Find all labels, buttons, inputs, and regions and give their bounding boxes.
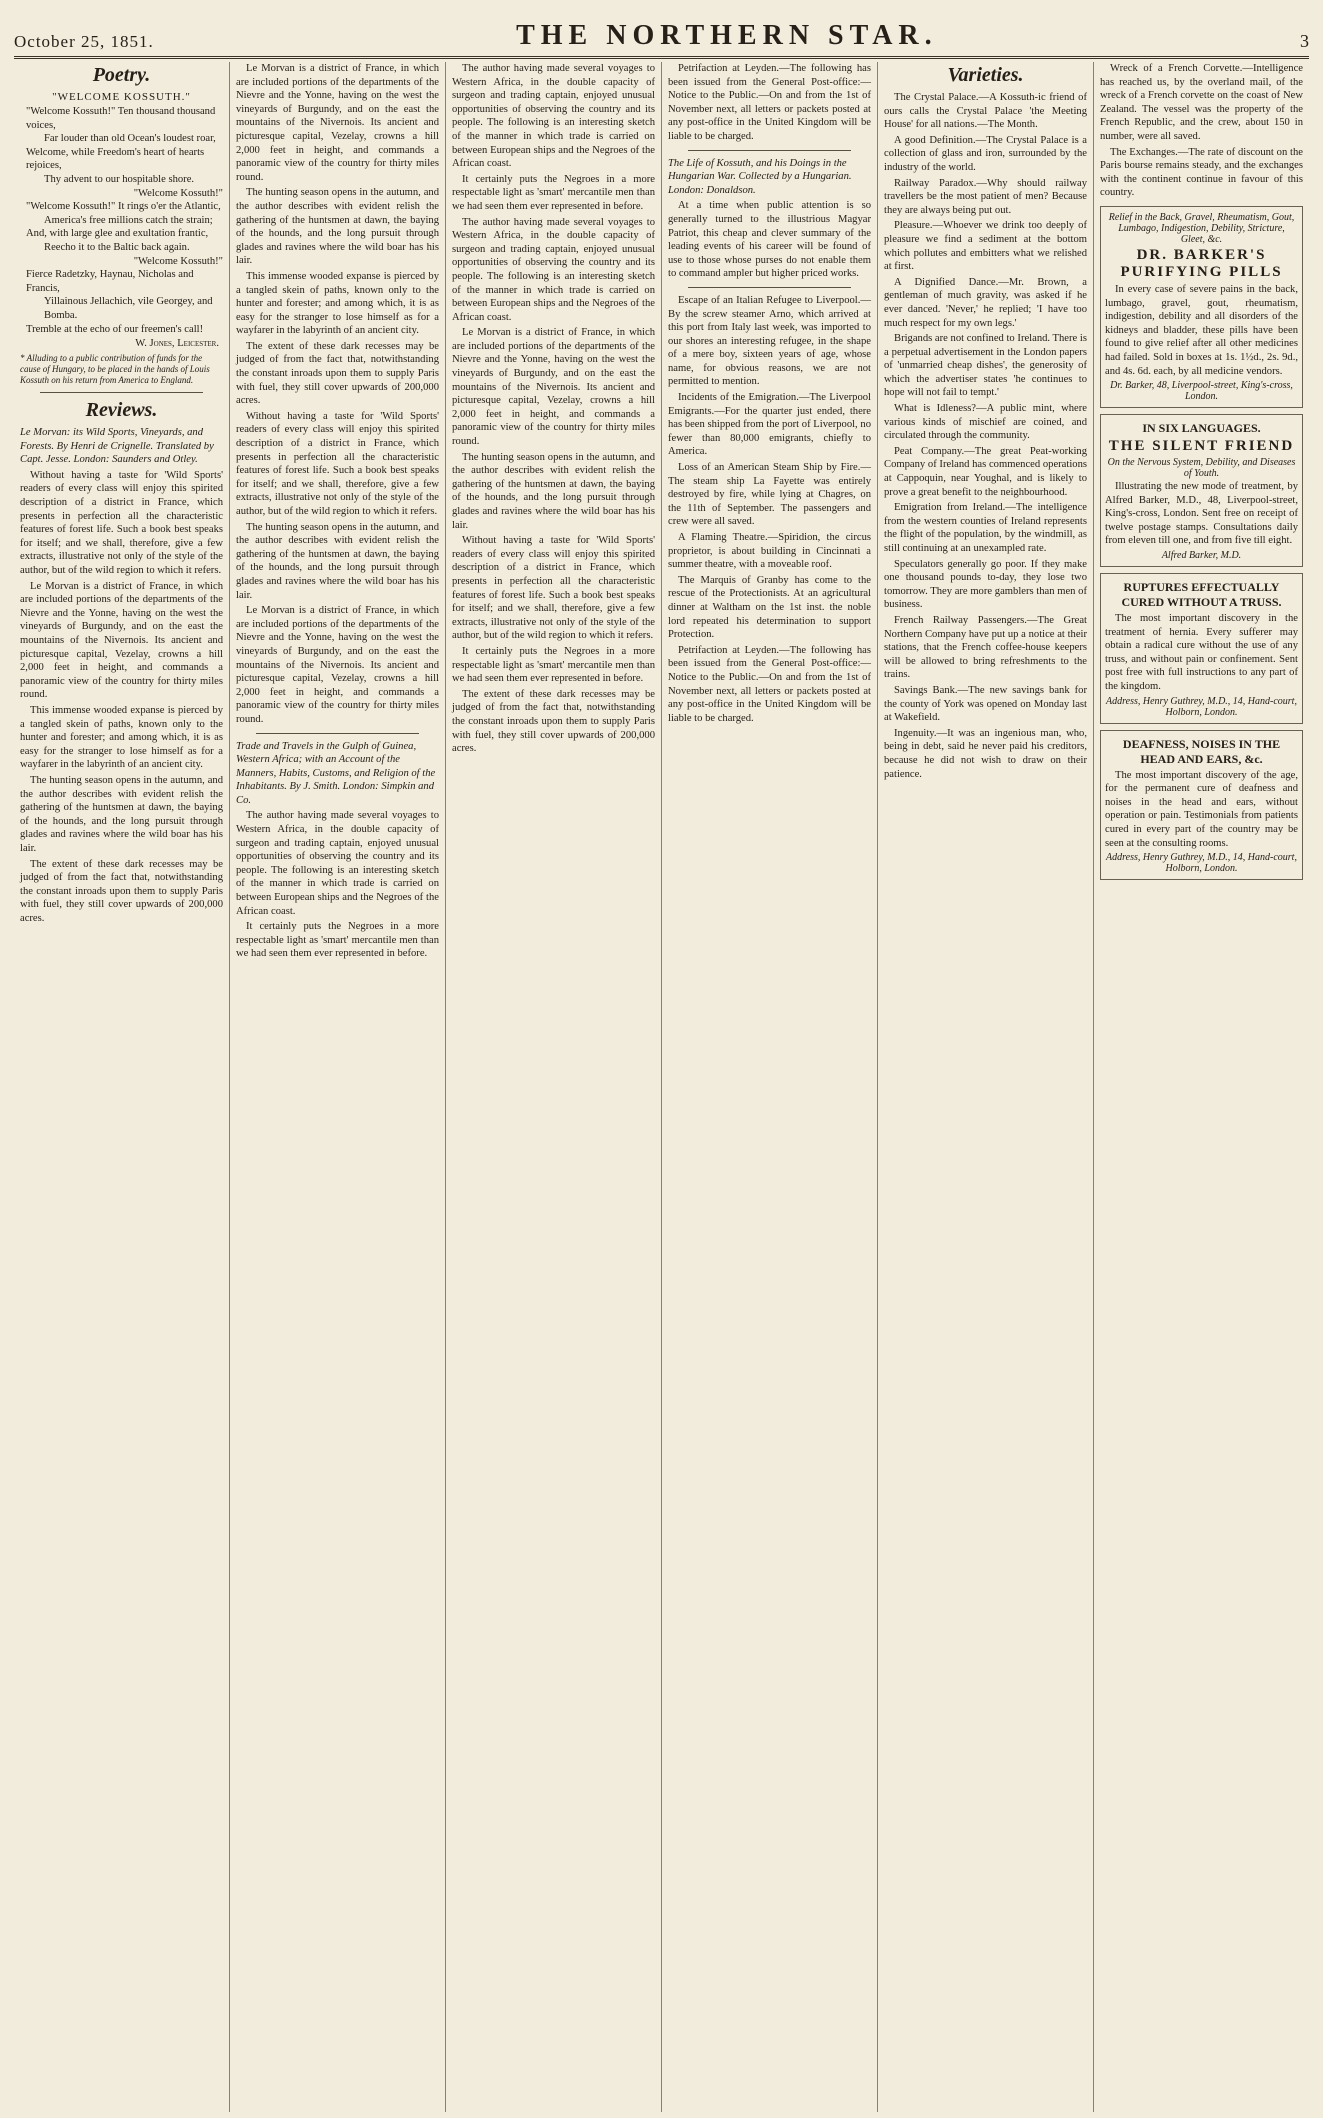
poem-line: Welcome, while Freedom's heart of hearts rejoices,: [26, 146, 205, 172]
review-paragraph: The author having made several voyages to Western Africa, in the double capacity of surgeon and trading captain, enjoyed unusual opportunities of observing the country and its people. The following is an interesting sketch of the manner in which trade is carried on between European ships and the Negroes of the African coast.: [452, 216, 655, 323]
ad-tagline: Relief in the Back, Gravel, Rheumatism, Gout, Lumbago, Indigestion, Debility, Stricture, Gleet, &c.: [1108, 211, 1295, 245]
poem-line: Fierce Radetzky, Haynau, Nicholas and Francis,: [26, 269, 194, 294]
review-paragraph: The extent of these dark recesses may be judged of from the fact that, notwithstanding the constant inroads upon them to supply Paris with fuel, they still cover upwards of 200,000 acres.: [452, 688, 655, 755]
poem-refrain: "Welcome Kossuth!": [133, 187, 223, 199]
article-paragraph: The hunting season opens in the autumn, and the author describes with evident relish the gathering of the huntsmen at dawn, the baying of the hounds, and the long pursuit through glades and ravines where the wild boar has his lair.: [236, 187, 439, 267]
article-paragraph: Petrifaction at Leyden.—The following has been issued from the General Post-office:—Notice to the Public.—On and from the 1st of November next, all letters or packets posted at any post-office in the United Kingdom will be liable to be charged.: [668, 63, 871, 142]
review-paragraph: This immense wooded expanse is pierced by a tangled skein of paths, known only to the hunter and forester; and among which, it is as easy for the stranger to lose himself as for a wayfarer in the labyrinth of an ancient city.: [20, 704, 223, 771]
news-item: Escape of an Italian Refugee to Liverpool.—By the screw steamer Arno, which arrived at this port from Italy last week, was imported to our shores an interesting refugee, in the shape of a mere boy, sixteen years of age, whose name, for obvious reasons, we are not permitted to mention.: [668, 294, 871, 388]
ad-body: Illustrating the new mode of treatment, by Alfred Barker, M.D., 48, Liverpool-street, King's-cross, London. Sent free on receipt of twelve postage stamps. Consultations daily from eleven till one, and from five till eight.: [1105, 481, 1298, 547]
news-item: Incidents of the Emigration.—The Liverpool Emigrants.—For the quarter just ended, there has been shipped from the port of Liverpool, no fewer than 80,000 emigrants, chiefly to America.: [668, 392, 871, 458]
review-paragraph: Without having a taste for 'Wild Sports' readers of every class will enjoy this spirited description of a district in France, which presents in perfection all the characteristic features of forest life. Such a book best speaks for itself; and we shall, therefore, give a few extracts, illustrative not only of the style of the author, but of the wild region to which it refers.: [20, 469, 223, 577]
advertisement-ruptures: [1100, 573, 1303, 724]
poem-line: America's free millions catch the strain;: [44, 214, 213, 226]
poem-footnote: * Alluding to a public contribution of funds for the cause of Hungary, to be placed in the hands of Louis Kossuth on his return from America to England.: [20, 353, 210, 386]
poem-line: Far louder than old Ocean's loudest roar,: [44, 133, 216, 145]
poem-line: "Welcome Kossuth!" Ten thousand thousand voices,: [26, 106, 216, 131]
article-paragraph: The extent of these dark recesses may be judged of from the fact that, notwithstanding the constant inroads upon them to supply Paris with fuel, they still cover upwards of 200,000 acres.: [236, 340, 439, 407]
article-paragraph: Le Morvan is a district of France, in which are included portions of the departments of the Nievre and the Yonne, having on the west the vineyards of Burgundy, and on the east the mountains of the Nivernois. Its ancient and picturesque capital, Vezelay, crowns a hill 2,000 feet in height, and commands a panoramic view of the country for thirty miles round.: [236, 605, 439, 725]
review-paragraph: Le Morvan is a district of France, in which are included portions of the departments of the Nievre and the Yonne, having on the west the vineyards of Burgundy, and on the east the mountains of the Nivernois. Its ancient and picturesque capital, Vezelay, crowns a hill 2,000 feet in height, and commands a panoramic view of the country for thirty miles round.: [20, 580, 223, 701]
poem-title: "WELCOME KOSSUTH.": [52, 91, 191, 103]
divider: [256, 733, 419, 734]
poem-line: "Welcome Kossuth!" It rings o'er the Atlantic,: [26, 201, 221, 213]
review-paragraph: It certainly puts the Negroes in a more respectable light as 'smart' mercantile men than we had seen them ever represented in before.: [452, 173, 655, 212]
variety-item: A Dignified Dance.—Mr. Brown, a gentleman of much gravity, was asked if he ever danced. 'Never,' he replied; 'I have too much respect for my own legs.': [884, 276, 1087, 329]
ad-address: Address, Henry Guthrey, M.D., 14, Hand-court, Holborn, London.: [1106, 852, 1297, 875]
variety-item: Ingenuity.—It was an ingenious man, who, being in debt, said he never paid his creditors, because he did not wish to draw on their patience.: [884, 727, 1087, 780]
ad-body: In every case of severe pains in the back, lumbago, gravel, gout, rheumatism, indigestion, debility and all disorders of the kidneys and bladder, these pills have been found to give relief after all other medicines had failed. Sold in boxes at 1s. 1½d., 2s. 9d., and 4s. 6d. each, by all medicine vendors.: [1105, 283, 1298, 377]
review-paragraph: Without having a taste for 'Wild Sports' readers of every class will enjoy this spirited description of a district in France, which presents in perfection all the characteristic features of forest life. Such a book best speaks for itself; and we shall, therefore, give a few extracts, illustrative not only of the style of the author, but of the wild region to which it refers.: [452, 535, 655, 642]
news-item: A Flaming Theatre.—Spiridion, the circus proprietor, is about building in Cincinnati a summer theatre, with a moveable roof.: [668, 532, 871, 571]
article-paragraph: The hunting season opens in the autumn, and the author describes with evident relish the gathering of the huntsmen at dawn, the baying of the hounds, and the long pursuit through glades and ravines where the wild boar has his lair.: [236, 521, 439, 601]
review-book-title: Trade and Travels in the Gulph of Guinea, Western Africa; with an Account of the Manners, Habits, Customs, and Religion of the Inhabitants. By J. Smith. London: Simpkin and Co.: [236, 740, 436, 806]
poem-line: Tremble at the echo of our freemen's call!: [26, 323, 204, 335]
issue-date: October 25, 1851.: [14, 32, 154, 51]
poetry-heading: Poetry.: [92, 64, 151, 86]
variety-item: What is Idleness?—A public mint, where various kinds of mischief are coined, and circulated through the community.: [884, 403, 1087, 442]
poem-line: Reecho it to the Baltic back again.: [44, 241, 190, 253]
review-paragraph: At a time when public attention is so generally turned to the illustrious Magyar Patriot, this cheap and clever summary of the leading events of his career will be found of use to those whose purses do not enable them to command ampler but higher priced works.: [668, 200, 871, 280]
ad-title: DEAFNESS, NOISES IN THE HEAD AND EARS, &c.: [1122, 736, 1281, 766]
column-6: [1094, 62, 1309, 2112]
ad-address: Alfred Barker, M.D.: [1161, 550, 1242, 562]
news-item: The Exchanges.—The rate of discount on the Paris bourse remains steady, and the exchanges with the continent continue in favour of this country.: [1100, 146, 1303, 199]
variety-item: Brigands are not confined to Ireland. There is a perpetual advertisement in the London papers of 'unmarried cheap dishes', the generosity of which the advertiser states 'he continues to hope will not fail to tempt.': [884, 333, 1087, 399]
poem-line: And, with large glee and exultation frantic,: [26, 228, 209, 240]
reviews-heading: Reviews.: [85, 399, 158, 422]
column-3: [446, 62, 662, 2112]
review-paragraph: Le Morvan is a district of France, in which are included portions of the departments of the Nievre and the Yonne, having on the west the vineyards of Burgundy, and on the east the mountains of the Nivernois. Its ancient and picturesque capital, Vezelay, crowns a hill 2,000 feet in height, and commands a panoramic view of the country for thirty miles round.: [452, 327, 655, 448]
news-item: The Marquis of Granby has come to the rescue of the Protectionists. At an agricultural dinner at Waltham on the 1st inst. the noble lord repeated his determination to support Protection.: [668, 574, 871, 641]
ad-title: THE SILENT FRIEND: [1108, 438, 1295, 455]
ad-title: DR. BARKER'S PURIFYING PILLS: [1120, 246, 1283, 280]
divider: [688, 150, 851, 151]
variety-item: A good Definition.—The Crystal Palace is a collection of glass and iron, surrounded by the industry of the world.: [884, 134, 1087, 173]
column-2: [230, 62, 446, 2112]
newspaper-title: THE NORTHERN STAR.: [516, 20, 938, 51]
ad-tagline: IN SIX LANGUAGES.: [1142, 421, 1261, 436]
news-item: Loss of an American Steam Ship by Fire.—The steam ship La Fayette was entirely destroyed by fire, while lying at Chagres, on the 11th of September. The passengers and crew were all saved.: [668, 462, 871, 528]
article-paragraph: Le Morvan is a district of France, in which are included portions of the departments of the Nievre and the Yonne, having on the west the vineyards of Burgundy, and on the east the mountains of the Nivernois. Its ancient and picturesque capital, Vezelay, crowns a hill 2,000 feet in height, and commands a panoramic view of the country for thirty miles round.: [236, 63, 439, 183]
page-number: 3: [1299, 31, 1309, 51]
variety-item: Peat Company.—The great Peat-working Company of Ireland has commenced operations at Cappoquin, near Youghal, and is likely to prove a great benefit to the neighbourhood.: [884, 445, 1087, 498]
variety-item: Savings Bank.—The new savings bank for the county of York was opened on Monday last at Wakefield.: [884, 684, 1087, 724]
review-paragraph: The extent of these dark recesses may be judged of from the fact that, notwithstanding the constant inroads upon them to supply Paris with fuel, they still cover upwards of 200,000 acres.: [20, 858, 223, 924]
variety-item: Pleasure.—Whoever we drink too deeply of pleasure we find a sediment at the bottom which pollutes and embitters what we relished at first.: [884, 220, 1087, 273]
masthead: [14, 2, 1309, 59]
ad-subtitle: On the Nervous System, Debility, and Diseases of Youth.: [1107, 457, 1296, 480]
advertisement-deafness: [1100, 730, 1303, 881]
news-item: Petrifaction at Leyden.—The following has been issued from the General Post-office:—Notice to the Public.—On and from the 1st of November next, all letters or packets posted at any post-office in the United Kingdom will be liable to be charged.: [668, 644, 871, 724]
review-book-title: The Life of Kossuth, and his Doings in the Hungarian War. Collected by a Hungarian. London: Donaldson.: [668, 157, 852, 196]
ad-body: The most important discovery of the age, for the permanent cure of deafness and noises in the head and ears, without operation or pain. Testimonials from patients cured in every part of the country may be seen at the consulting rooms.: [1105, 769, 1298, 849]
news-item: Wreck of a French Corvette.—Intelligence has reached us, by the overland mail, of the wreck of a French corvette on the coast of New Zealand. The vessel was the property of the French Republic, and the crew, about 150 in number, were all saved.: [1100, 63, 1303, 142]
review-paragraph: The hunting season opens in the autumn, and the author describes with evident relish the gathering of the huntsmen at dawn, the baying of the hounds, and the long pursuit through glades and ravines where the wild boar has his lair.: [452, 451, 655, 531]
variety-item: Railway Paradox.—Why should railway travellers be the most patient of men? Because they are always being put out.: [884, 177, 1087, 216]
variety-item: The Crystal Palace.—A Kossuth-ic friend of ours calls the Crystal Palace 'the Meeting House' for all nations.—The Month.: [884, 92, 1087, 131]
ad-title: RUPTURES EFFECTUALLY CURED WITHOUT A TRUSS.: [1121, 580, 1282, 610]
varieties-heading: Varieties.: [947, 64, 1024, 86]
article-paragraph: This immense wooded expanse is pierced by a tangled skein of paths, known only to the hunter and forester; and among which, it is as easy for the stranger to lose himself as for a wayfarer in the labyrinth of an ancient city.: [236, 270, 439, 337]
divider: [688, 287, 851, 288]
review-paragraph: The author having made several voyages to Western Africa, in the double capacity of surgeon and trading captain, enjoyed unusual opportunities of observing the country and its people. The following is an interesting sketch of the manner in which trade is carried on between European ships and the Negroes of the African coast.: [452, 63, 655, 170]
column-5: [878, 62, 1094, 2112]
columns: [14, 62, 1309, 2112]
divider: [40, 392, 203, 393]
advertisement-silent-friend: [1100, 414, 1303, 567]
column-1: [14, 62, 230, 2112]
poem-signature: W. Jones, Leicester.: [135, 338, 219, 350]
review-book-title: Le Morvan: its Wild Sports, Vineyards, and Forests. By Henri de Crignelle. Translated by Capt. Jesse. London: Saunders and Otley.: [20, 427, 214, 466]
ad-address: Address, Henry Guthrey, M.D., 14, Hand-court, Holborn, London.: [1106, 695, 1297, 718]
poem-line: Yillainous Jellachich, vile Georgey, and Bomba.: [44, 296, 213, 321]
review-paragraph: The author having made several voyages to Western Africa, in the double capacity of surgeon and trading captain, enjoyed unusual opportunities of observing the country and its people. The following is an interesting sketch of the manner in which trade is carried on between European ships and the Negroes of the African coast.: [236, 810, 439, 917]
poem-line: Thy advent to our hospitable shore.: [44, 173, 195, 185]
ad-body: The most important discovery in the treatment of hernia. Every sufferer may obtain a radical cure without the use of any truss, and without pain or confinement. Sent post free with full instructions to any part of the kingdom.: [1105, 613, 1298, 693]
variety-item: Speculators generally go poor. If they make one thousand pounds to-day, they lose two tomorrow. They are more gamblers than men of business.: [884, 558, 1087, 611]
review-paragraph: The hunting season opens in the autumn, and the author describes with evident relish the gathering of the huntsmen at dawn, the baying of the hounds, and the long pursuit through glades and ravines where the wild boar has his lair.: [20, 774, 223, 854]
poem-refrain: "Welcome Kossuth!": [133, 255, 223, 267]
ad-address: Dr. Barker, 48, Liverpool-street, King's-cross, London.: [1110, 380, 1293, 403]
advertisement-barker-pills: [1100, 206, 1303, 408]
article-paragraph: Without having a taste for 'Wild Sports' readers of every class will enjoy this spirited description of a district in France, which presents in perfection all the characteristic features of forest life. Such a book best speaks for itself; and we shall, therefore, give a few extracts, illustrative not only of the style of the author, but of the wild region to which it refers.: [236, 410, 439, 517]
review-paragraph: It certainly puts the Negroes in a more respectable light as 'smart' mercantile men than we had seen them ever represented in before.: [452, 645, 655, 685]
column-4: [662, 62, 878, 2112]
review-paragraph: It certainly puts the Negroes in a more respectable light as 'smart' mercantile men than we had seen them ever represented in before.: [236, 921, 439, 960]
variety-item: French Railway Passengers.—The Great Northern Company have put up a notice at their stations, that the French coffee-house keepers will be allowed to bring refreshments to the trains.: [884, 614, 1087, 681]
variety-item: Emigration from Ireland.—The intelligence from the western counties of Ireland represents the flight of the population, by the windmill, as still continuing at an unexampled rate.: [884, 502, 1087, 554]
